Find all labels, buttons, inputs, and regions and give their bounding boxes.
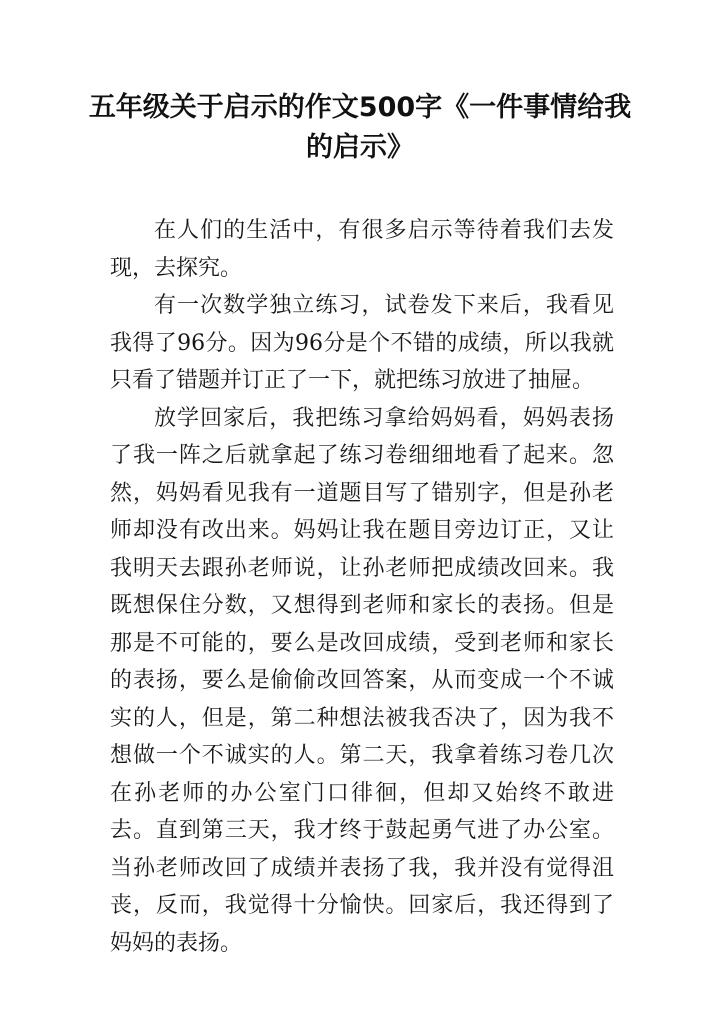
document-title: 五年级关于启示的作文500字《一件事情给我的启示》: [88, 92, 632, 163]
document-body: [110, 212, 614, 962]
paragraph: 放学回家后，我把练习拿给妈妈看，妈妈表扬了我一阵之后就拿起了练习卷细细地看了起来。忽然，妈妈看见我有一道题目写了错别字，但是孙老师却没有改出来。妈妈让我在题目旁边订正，又让我明天去跟孙老师说，让孙老师把成绩改回来。我既想保住分数，又想得到老师和家长的表扬。但是那是不可能的，要么是改回成绩，受到老师和家长的表扬，要么是偷偷改回答案，从而变成一个不诚实的人，但是，第二种想法被我否决了，因为我不想做一个不诚实的人。第二天，我拿着练习卷几次在孙老师的办公室门口徘徊，但却又始终不敢进去。直到第三天，我才终于鼓起勇气进了办公室。当孙老师改回了成绩并表扬了我，我并没有觉得沮丧，反而，我觉得十分愉快。回家后，我还得到了妈妈的表扬。: [110, 405, 614, 956]
paragraph: 有一次数学独立练习，试卷发下来后，我看见我得了96分。因为96分是个不错的成绩，所以我就只看了错题并订正了一下，就把练习放进了抽屉。: [110, 293, 614, 393]
paragraph: 在人们的生活中，有很多启示等待着我们去发现，去探究。: [110, 218, 614, 281]
